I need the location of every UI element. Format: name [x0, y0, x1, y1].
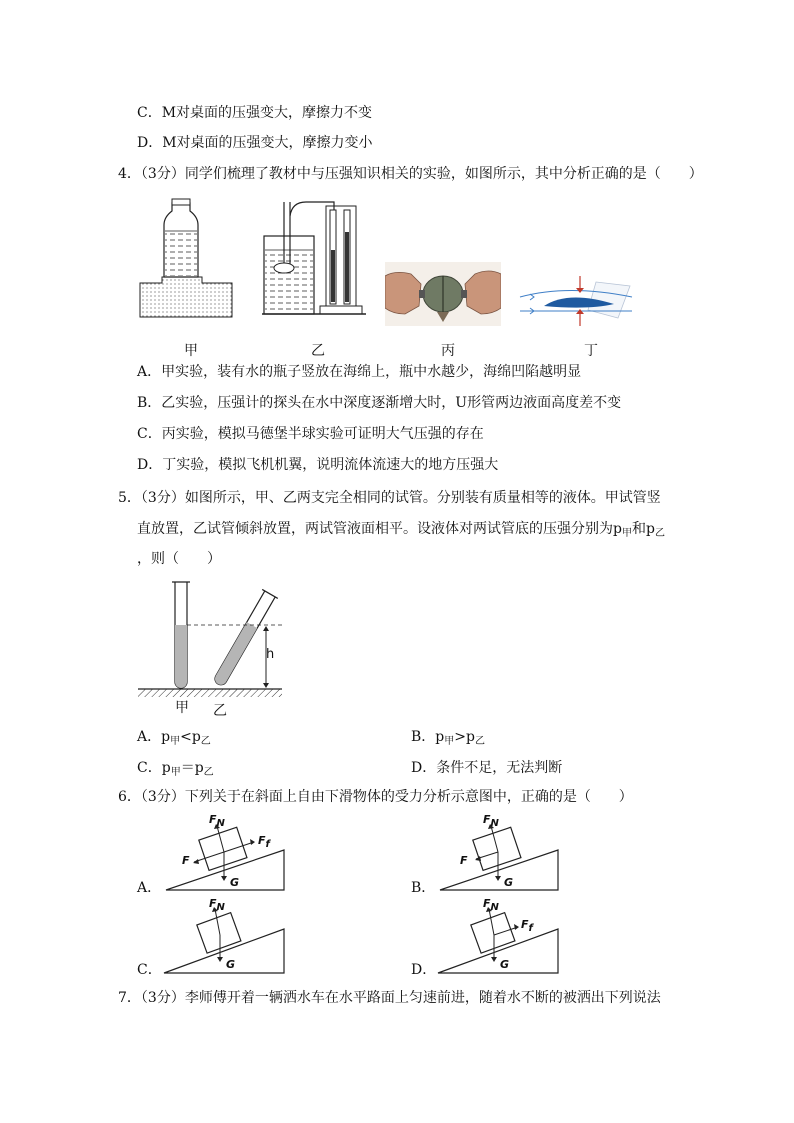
q6-b-fn: FN — [483, 813, 499, 829]
q4-figure-jia-bottle — [138, 195, 234, 320]
q4-stem: 4．（3分）同学们梳理了教材中与压强知识相关的实验，如图所示，其中分析正确的是（ ） — [118, 166, 703, 182]
q5-stem-line3: ，则（ ） — [137, 551, 221, 567]
q5-option-b: B．$p_甲>p_乙$ — [411, 729, 485, 747]
q6-d-ff: Ff — [521, 918, 533, 934]
q5-option-a: A．$p_甲<p_乙$ — [137, 729, 211, 747]
q4-option-c: C．丙实验，模拟马德堡半球实验可证明大气压强的存在 — [137, 426, 484, 442]
q6-option-b-label: B． — [411, 880, 436, 896]
q5-stem-line1: 5．（3分）如图所示，甲、乙两支完全相同的试管。分别装有质量相等的液体。甲试管竖 — [118, 490, 661, 506]
q5-stem-line2: 直放置，乙试管倾斜放置，两试管液面相平。设液体对两试管底的压强分别为$p_甲$和$p_乙$ — [137, 521, 665, 539]
q3-option-d: D．M对桌面的压强变大，摩擦力变小 — [137, 135, 373, 151]
q5-figure-label-jia: 甲 — [175, 700, 189, 716]
q3-option-c: C．M对桌面的压强变大，摩擦力不变 — [137, 105, 373, 121]
q5-figure-test-tubes — [136, 578, 286, 700]
q6-b-g: G — [504, 876, 514, 889]
q6-diagram-c — [160, 895, 290, 977]
q6-stem: 6．（3分）下列关于在斜面上自由下滑物体的受力分析示意图中，正确的是（ ） — [118, 789, 633, 805]
q4-caption-jia: 甲 — [184, 343, 198, 359]
q4-option-a: A．甲实验，装有水的瓶子竖放在海绵上，瓶中水越少，海绵凹陷越明显 — [137, 364, 582, 380]
q6-d-fn: FN — [483, 897, 499, 913]
q6-a-f: F — [182, 854, 190, 867]
q6-a-g: G — [230, 876, 240, 889]
q6-c-g: G — [226, 958, 236, 971]
q6-b-f: F — [460, 854, 468, 867]
q6-a-fn: FN — [209, 813, 225, 829]
q7-stem: 7．（3分）李师傅开着一辆洒水车在水平路面上匀速前进，随着水不断的被洒出下列说法 — [118, 990, 661, 1006]
q4-figure-yi-pressure-gauge — [262, 192, 366, 320]
q6-option-c-label: C． — [137, 962, 162, 978]
q5-option-d: D．条件不足，无法判断 — [411, 760, 563, 776]
q4-caption-yi: 乙 — [311, 343, 325, 359]
q5-figure-label-yi: 乙 — [213, 703, 227, 719]
q6-c-fn: FN — [209, 897, 225, 913]
q6-a-ff: Ff — [258, 834, 270, 850]
q4-option-b: B．乙实验，压强计的探头在水中深度逐渐增大时，U形管两边液面高度差不变 — [137, 395, 622, 411]
q5-option-c: C．$p_甲=p_乙$ — [137, 760, 214, 778]
q4-caption-bing: 丙 — [441, 343, 455, 359]
q4-caption-ding: 丁 — [584, 343, 598, 359]
q6-option-a-label: A． — [137, 880, 162, 896]
q6-option-d-label: D． — [411, 962, 437, 978]
q4-option-d: D．丁实验，模拟飞机机翼，说明流体流速大的地方压强大 — [137, 457, 499, 473]
q4-figure-bing-magdeburg-hemispheres — [385, 262, 501, 326]
q6-diagram-a — [160, 812, 290, 894]
q6-diagram-b — [434, 812, 564, 894]
q6-diagram-d — [434, 895, 564, 977]
q4-figure-ding-wing-airflow — [518, 276, 634, 328]
q6-d-g: G — [500, 958, 510, 971]
